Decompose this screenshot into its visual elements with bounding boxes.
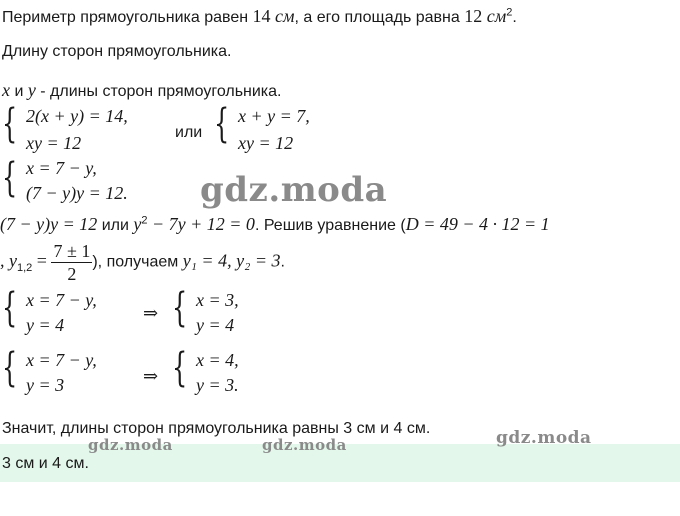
- unit-cm: см: [270, 6, 295, 26]
- system-brace: {: [172, 345, 188, 391]
- var-y: y: [27, 80, 36, 100]
- roots-eq: =: [32, 250, 52, 271]
- system2-eq2: xy = 12: [238, 133, 294, 153]
- roots-prefix: , y: [0, 250, 17, 271]
- system3-res2: y = 4: [196, 315, 235, 335]
- problem-task: Длину сторон прямоугольника.: [2, 43, 232, 60]
- roots-values: y₁ = 4, y₂ = 3: [182, 250, 281, 271]
- system4-eq1: x = 7 − y,: [26, 350, 97, 370]
- system4-res2: y = 3.: [196, 375, 239, 395]
- equation-b: y: [133, 214, 142, 234]
- solution-intro: [2, 80, 282, 101]
- implies-arrow: ⇒: [143, 366, 159, 386]
- equation-c: − 7y + 12 = 0: [147, 214, 255, 234]
- watermark: gdz.moda: [262, 436, 347, 454]
- statement-end: .: [512, 9, 517, 26]
- system-brace: {: [2, 155, 18, 201]
- ili-label: или: [175, 124, 203, 141]
- roots-sub: 1,2: [17, 261, 33, 274]
- statement-mid: , а его площадь равна: [294, 9, 465, 26]
- watermark: gdz.moda: [200, 170, 388, 210]
- system4-res1: x = 4,: [196, 350, 239, 370]
- system-brace: {: [2, 345, 18, 391]
- equation-b-exp: 2: [141, 214, 148, 227]
- fraction-numerator: 7 ± 1: [53, 241, 91, 261]
- roots-line: [0, 240, 285, 285]
- answer-text: 3 см и 4 см.: [2, 455, 89, 472]
- roots-dot: .: [280, 253, 285, 271]
- equation-a: (7 − y)y = 12: [0, 214, 98, 234]
- unit-cm2: см: [482, 6, 507, 26]
- var-x: x: [2, 80, 10, 100]
- fraction-denominator: 2: [67, 264, 77, 284]
- intro-rest: - длины сторон прямоугольника.: [35, 83, 282, 100]
- system-brace: {: [2, 101, 18, 147]
- discriminant: D = 49 − 4 · 12 = 1: [405, 214, 550, 234]
- roots-fraction: [51, 240, 92, 285]
- problem-statement: [2, 6, 517, 27]
- system4-eq2: y = 3: [26, 375, 65, 395]
- system2-eq1: x + y = 7,: [238, 106, 310, 126]
- watermark: gdz.moda: [88, 436, 173, 454]
- system-brace: {: [172, 285, 188, 331]
- watermark: gdz.moda: [496, 428, 592, 448]
- system1-eq2: xy = 12: [26, 133, 82, 153]
- unit-exponent: 2: [506, 6, 513, 19]
- system3-eq2: y = 4: [26, 315, 65, 335]
- statement-prefix: Периметр прямоугольника равен: [2, 9, 253, 26]
- area-value: 12: [464, 6, 483, 26]
- system1-eq4: (7 − y)y = 12.: [26, 183, 128, 203]
- conclusion: Значит, длины сторон прямоугольника равны 3 см и 4 см.: [2, 420, 431, 437]
- equation-line: [0, 214, 550, 235]
- intro-and: и: [10, 83, 28, 100]
- system3-eq1: x = 7 − y,: [26, 290, 97, 310]
- perimeter-value: 14: [252, 6, 271, 26]
- system1-eq3: x = 7 − y,: [26, 158, 97, 178]
- implies-arrow: ⇒: [143, 303, 159, 323]
- system3-res1: x = 3,: [196, 290, 239, 310]
- system-brace: {: [2, 285, 18, 331]
- eq-ili: или: [97, 217, 134, 234]
- solve-text: . Решив уравнение (: [254, 217, 406, 234]
- roots-after: ), получаем: [92, 253, 183, 271]
- system-brace: {: [214, 101, 230, 147]
- system1-eq1: 2(x + y) = 14,: [26, 106, 128, 126]
